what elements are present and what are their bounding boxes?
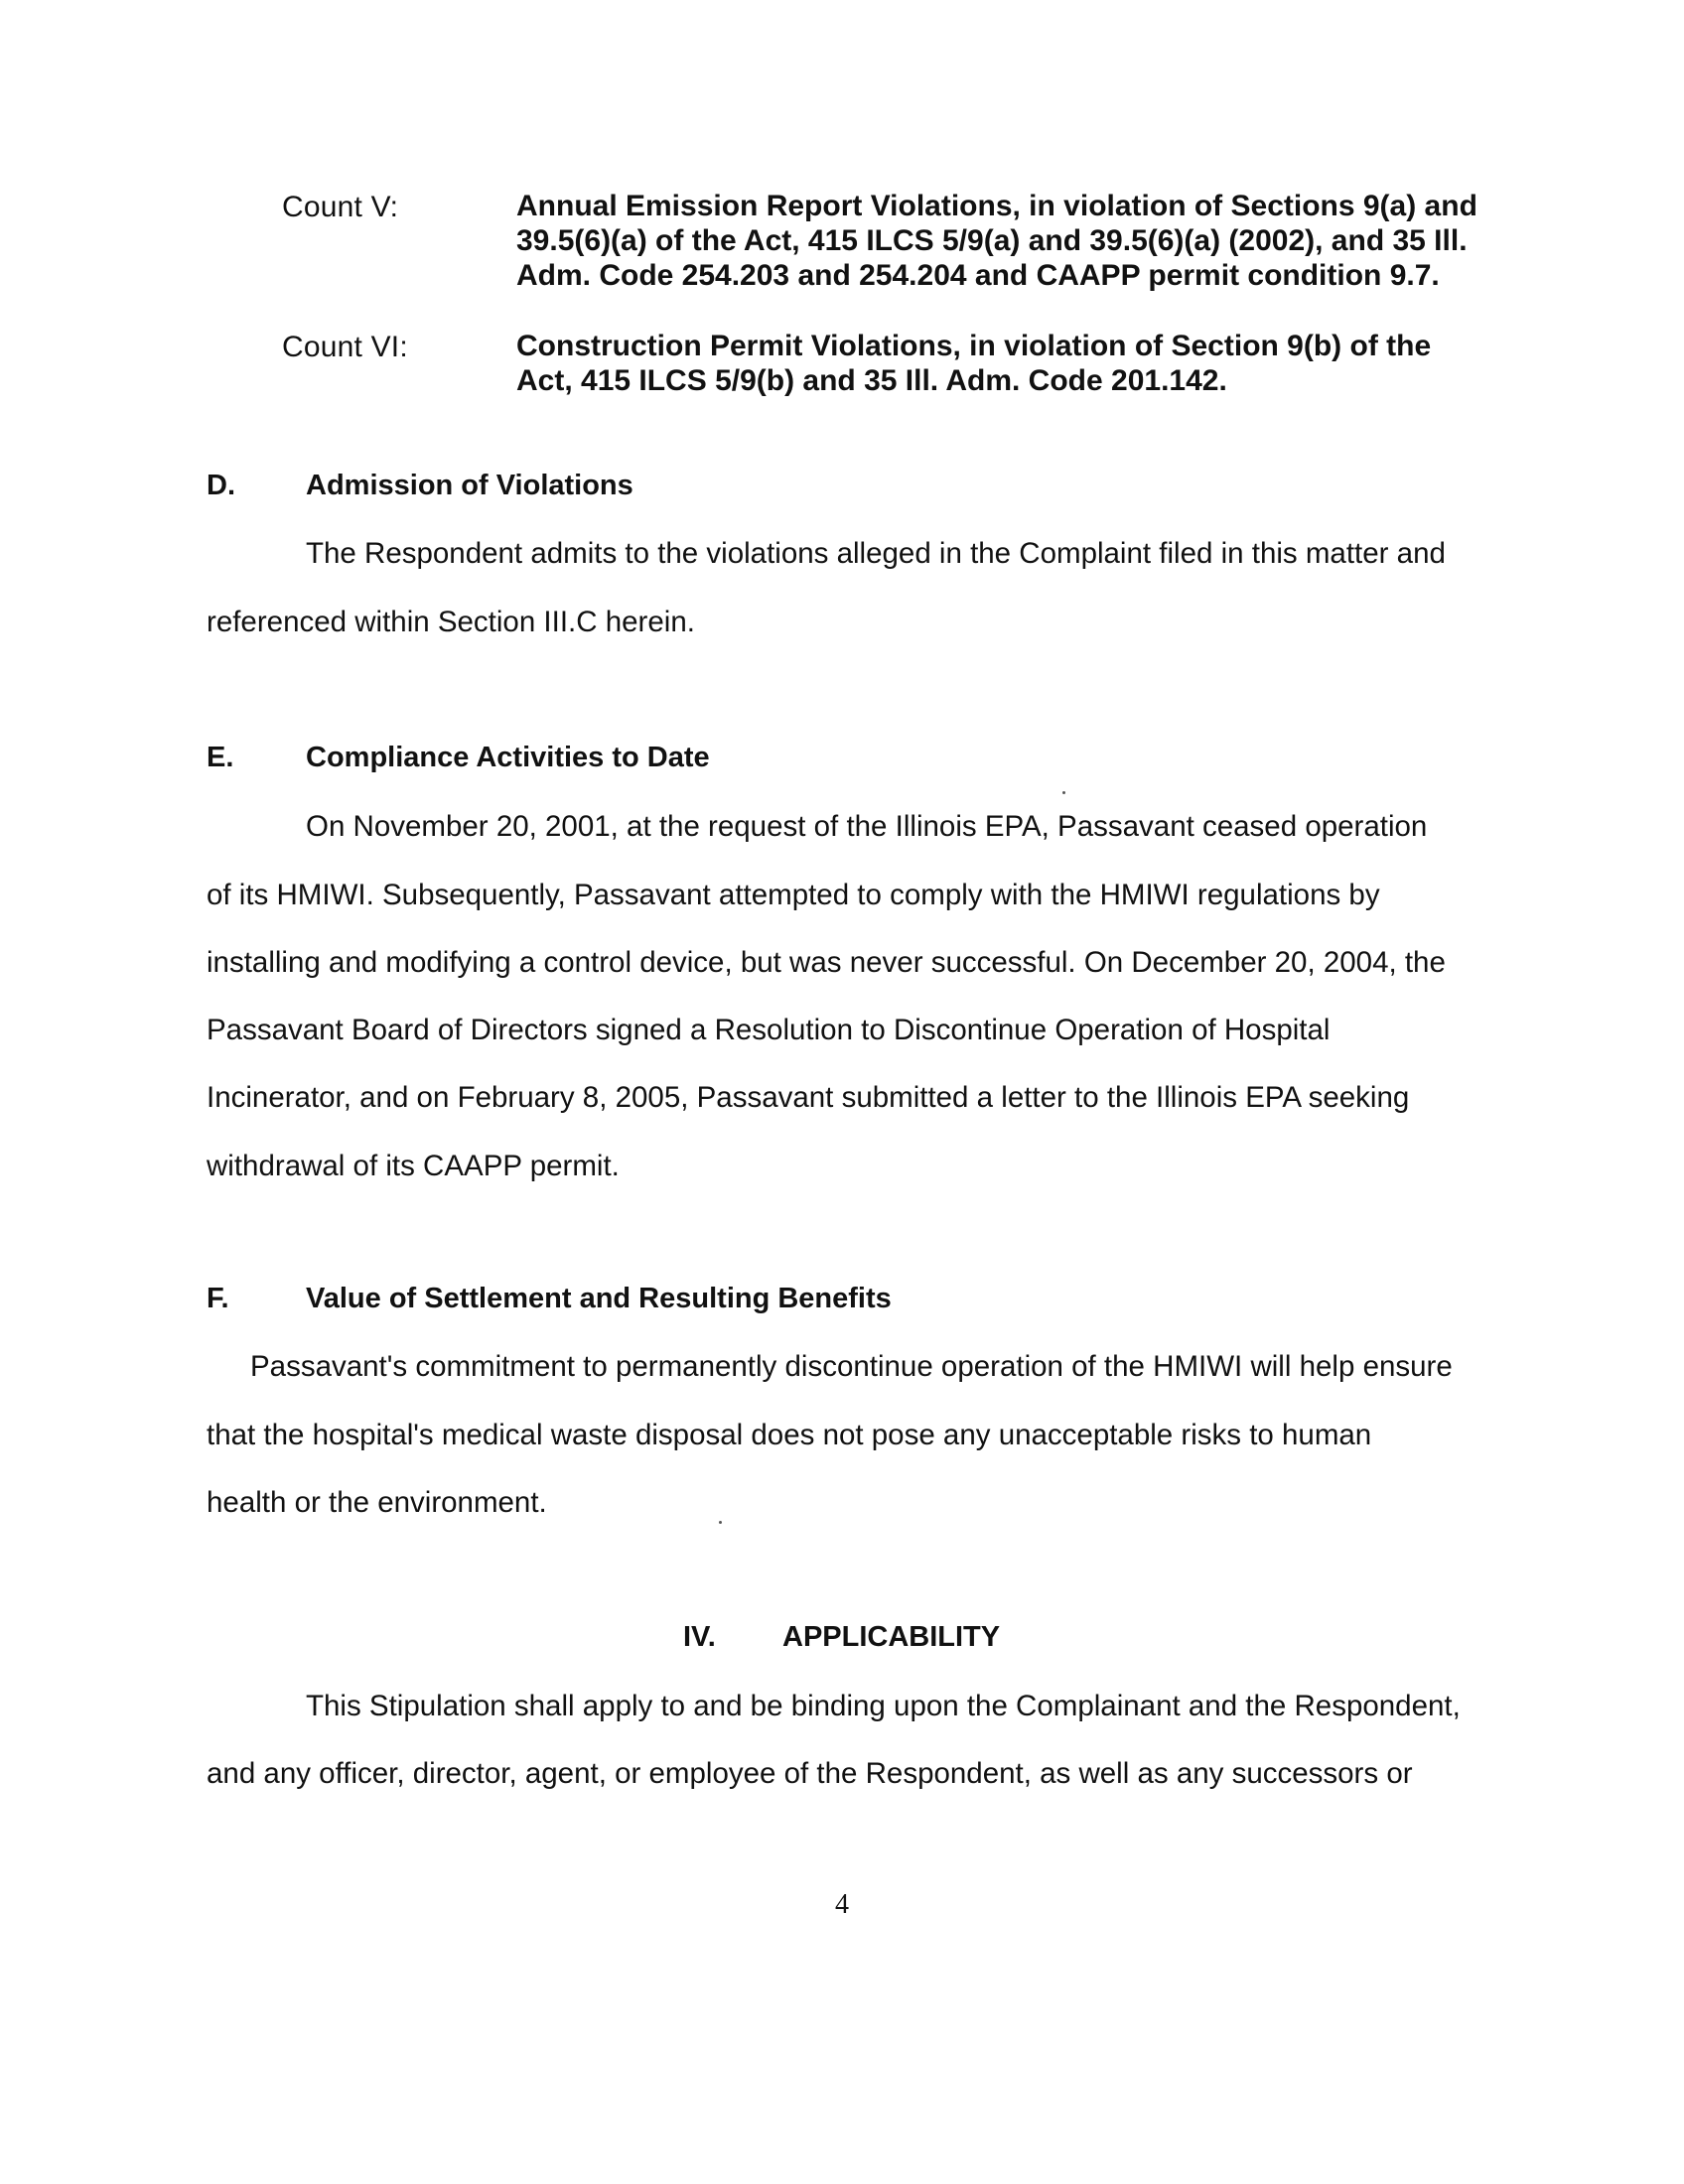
applicability-line: and any officer, director, agent, or employee of the Respondent, as well as any successors or <box>207 1757 1413 1790</box>
section-f-letter: F. <box>207 1283 229 1314</box>
page-number: 4 <box>835 1889 849 1920</box>
section-d-line: referenced within Section III.C herein. <box>207 606 695 638</box>
section-e-line: Passavant Board of Directors signed a Resolution to Discontinue Operation of Hospital <box>207 1014 1331 1046</box>
count-vi-text <box>516 329 1431 398</box>
count-vi-line: Construction Permit Violations, in violation of Section 9(b) of the <box>516 330 1432 362</box>
section-e-letter: E. <box>207 742 234 773</box>
section-d-line: The Respondent admits to the violations alleged in the Complaint filed in this matter and <box>306 537 1446 570</box>
count-v-line: Adm. Code 254.203 and 254.204 and CAAPP permit condition 9.7. <box>516 259 1440 292</box>
section-d-letter: D. <box>207 470 235 501</box>
section-e-line: withdrawal of its CAAPP permit. <box>207 1150 620 1182</box>
applicability-line: This Stipulation shall apply to and be binding upon the Complainant and the Respondent, <box>306 1690 1461 1722</box>
section-e-line: of its HMIWI. Subsequently, Passavant attempted to comply with the HMIWI regulations by <box>207 879 1380 911</box>
applicability-heading: APPLICABILITY <box>782 1621 1001 1653</box>
count-vi-line: Act, 415 ILCS 5/9(b) and 35 Ill. Adm. Code 201.142. <box>516 364 1227 397</box>
section-e-title: Compliance Activities to Date <box>306 742 710 773</box>
section-f-line: that the hospital's medical waste disposal does not pose any unacceptable risks to human <box>207 1419 1372 1451</box>
scan-speck <box>719 1521 722 1524</box>
section-e-line: Incinerator, and on February 8, 2005, Passavant submitted a letter to the Illinois EPA seeking <box>207 1081 1410 1114</box>
count-vi-label: Count VI: <box>282 331 408 363</box>
count-v-text <box>516 189 1477 293</box>
section-d-title: Admission of Violations <box>306 470 633 501</box>
section-e-line: installing and modifying a control device, but was never successful. On December 20, 2004, the <box>207 946 1446 979</box>
section-f-title: Value of Settlement and Resulting Benefits <box>306 1283 892 1314</box>
count-v-line: Annual Emission Report Violations, in violation of Sections 9(a) and <box>516 190 1477 222</box>
section-e-line: On November 20, 2001, at the request of the Illinois EPA, Passavant ceased operation <box>306 810 1428 843</box>
section-f-line: Passavant's commitment to permanently discontinue operation of the HMIWI will help ensure <box>250 1350 1453 1383</box>
scan-speck <box>1062 791 1065 794</box>
applicability-numeral: IV. <box>683 1621 716 1653</box>
section-f-line: health or the environment. <box>207 1486 547 1519</box>
count-v-label: Count V: <box>282 191 399 223</box>
count-v-line: 39.5(6)(a) of the Act, 415 ILCS 5/9(a) and 39.5(6)(a) (2002), and 35 Ill. <box>516 224 1468 257</box>
